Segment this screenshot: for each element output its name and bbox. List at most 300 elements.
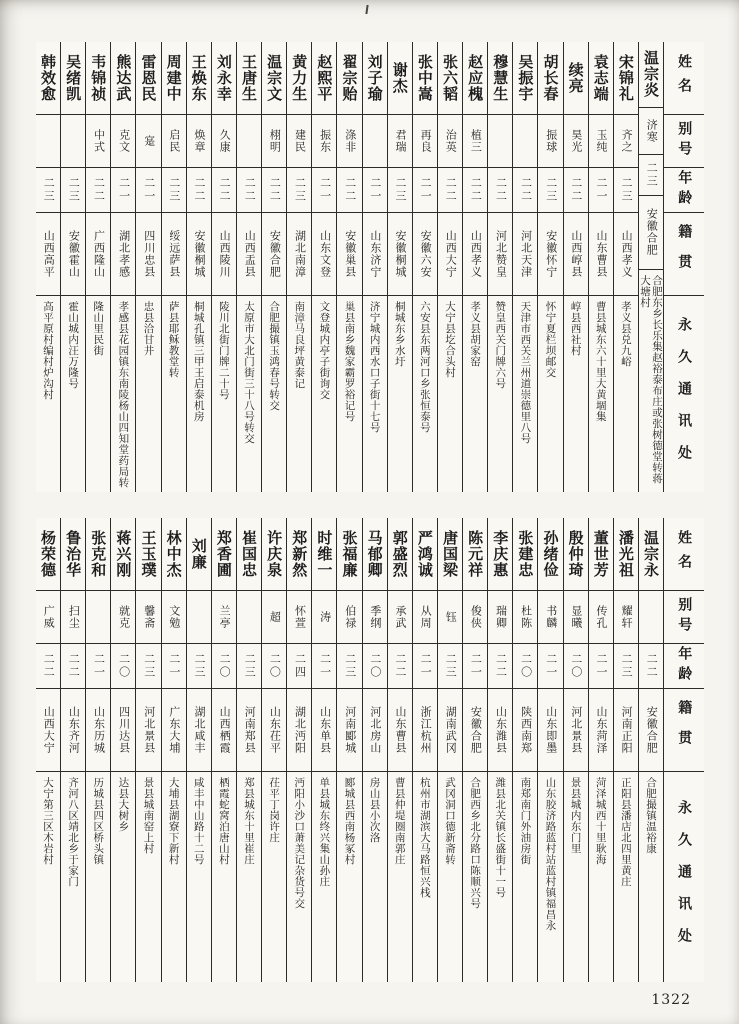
person-native-place: 山东即墨 [544,706,558,754]
person-native-place: 山东文登 [318,230,332,278]
person-alias-cell [136,115,160,168]
header-alias-cell [664,115,704,168]
person-age: 二一 [419,653,433,679]
person-age-cell [538,644,562,689]
person-name: 王焕东 [189,54,208,102]
person-column [236,42,261,492]
person-name: 温宗永 [641,530,660,578]
person-alias: 伯禄 [343,605,357,629]
person-age-cell [287,644,311,689]
person-name-cell [363,518,387,591]
person-alias-cell [312,115,336,168]
person-age-cell [538,168,562,213]
person-name-cell [337,518,361,591]
person-alias: 馨斋 [142,605,156,629]
person-name: 吴绪凯 [64,54,83,102]
person-native-place-cell [614,213,638,296]
person-name-cell [111,518,135,591]
person-alias-cell [614,115,638,168]
person-age-cell [61,168,85,213]
person-alias-cell [36,591,60,644]
person-address: 曹县仲堤圈南郭庄 [393,777,406,865]
person-alias: 杜陈 [519,605,533,629]
person-name: 陈元祥 [466,530,485,578]
person-column [261,42,286,492]
person-address: 历城县四区桥头镇 [92,777,105,865]
person-column [336,42,361,492]
person-column [387,518,412,982]
person-age-cell [488,168,512,213]
header-name-cell [664,42,704,115]
person-column [311,42,336,492]
person-address-cell [413,296,437,492]
person-native-place-cell [488,213,512,296]
person-name-cell [513,42,537,115]
person-address-cell [589,296,613,492]
person-age-cell [162,644,186,689]
person-name-cell [337,42,361,115]
person-native-place: 山西陵川 [218,230,232,278]
person-column [487,42,512,492]
person-name-cell [463,518,487,591]
person-address-cell [162,296,186,492]
person-address: 房山县小次洛 [368,777,381,843]
person-name: 张建忠 [516,530,535,578]
person-age: 二三 [343,653,357,679]
person-age-cell [86,644,110,689]
person-age: 二〇 [268,653,282,679]
person-address: 景县城内东门里 [569,777,582,854]
person-address: 孝义县兑九峪 [619,301,632,367]
person-alias: 就克 [117,605,131,629]
person-native-place: 河北景县 [569,706,583,754]
person-name-cell [86,42,110,115]
person-age-cell [187,168,211,213]
person-name-cell [538,42,562,115]
person-alias-cell [538,591,562,644]
person-age-cell [513,644,537,689]
person-alias-cell [488,115,512,168]
person-name-cell [237,518,261,591]
person-name-cell [187,518,211,591]
person-alias-cell [388,115,412,168]
person-age-cell [136,644,160,689]
person-address: 赞皇西关门牌六号 [494,301,507,389]
person-alias-cell [363,591,387,644]
person-address: 栖霞蛇窝泊唐山村 [217,777,230,865]
person-native-place: 安徽六安 [419,230,433,278]
person-native-place: 山东齐河 [67,706,81,754]
person-age-cell [413,168,437,213]
person-native-place-cell [388,213,412,296]
person-address: 霍山城内汪万隆号 [67,301,80,389]
person-age-cell [614,644,638,689]
person-native-place: 安徽合肥 [469,706,483,754]
person-address-cell [237,296,261,492]
person-name: 胡长春 [541,54,560,102]
person-age-cell [237,644,261,689]
person-address: 合肥撮镇玉鸿春号转交 [268,301,281,411]
person-age-cell [363,644,387,689]
person-name-cell [589,518,613,591]
person-name: 穆慧生 [491,54,510,102]
person-column [110,518,135,982]
header-name-label: 姓名 [676,54,692,102]
person-native-place-cell [136,689,160,772]
person-age-cell [237,168,261,213]
person-address-cell [488,296,512,492]
person-age: 二二 [192,177,206,203]
person-native-place: 湖北南漳 [293,230,307,278]
person-age: 二二 [444,177,458,203]
header-address-cell [664,296,704,492]
person-alias: 中式 [92,129,106,153]
person-alias-cell [111,115,135,168]
header-alias-label: 别号 [676,121,693,161]
person-age: 二一 [469,653,483,679]
person-name: 杨荣德 [38,530,57,578]
person-name-cell [488,518,512,591]
person-alias-cell [513,591,537,644]
person-address-cell [36,296,60,492]
person-age-cell [312,168,336,213]
person-address: 高平原村编村炉沟村 [41,301,54,400]
person-age: 二一 [594,653,608,679]
person-column [186,42,211,492]
person-native-place-cell [61,689,85,772]
person-native-place: 山东济宁 [368,230,382,278]
person-age: 二〇 [519,653,533,679]
person-native-place-cell [187,689,211,772]
person-name-cell [538,518,562,591]
person-age-cell [262,644,286,689]
header-age-cell [664,644,704,689]
person-alias: 齐之 [620,129,634,153]
person-name-cell [614,518,638,591]
person-native-place: 山西崞县 [569,230,583,278]
person-native-place-cell [162,213,186,296]
person-name-cell [488,42,512,115]
person-native-place: 山东曹县 [393,706,407,754]
person-age-cell [212,168,236,213]
person-address-cell [438,772,462,982]
person-native-place-cell [513,213,537,296]
person-native-place-cell [287,689,311,772]
person-column [537,42,562,492]
person-name-cell [212,518,236,591]
person-native-place-cell [388,689,412,772]
person-address-cell [639,772,663,982]
person-alias-cell [337,591,361,644]
header-address-label: 永久通讯处 [676,316,692,477]
person-name: 张克和 [89,530,108,578]
person-age-cell [614,168,638,213]
person-age: 二一 [318,177,332,203]
person-native-place-cell [438,213,462,296]
header-column [663,518,704,982]
person-alias-cell [513,115,537,168]
person-age: 二三 [293,177,307,203]
person-address: 潍县北关镇长盛街十一号 [494,777,507,898]
person-name: 谢杰 [390,62,409,94]
person-alias-cell [262,591,286,644]
person-column [487,518,512,982]
person-age: 二三 [393,177,407,203]
person-alias-cell [187,591,211,644]
header-column [663,42,704,492]
person-age-cell [413,644,437,689]
person-column [563,42,588,492]
person-column [512,518,537,982]
person-name: 马郁卿 [365,530,384,578]
person-age-cell [438,168,462,213]
person-address-cell [337,296,361,492]
person-address: 巢县南乡魏家霸罗裕记号 [343,301,356,422]
person-age-cell [36,644,60,689]
person-native-place-cell [589,689,613,772]
person-age: 二一 [544,653,558,679]
person-address: 沔阳小沙口萧美记杂货号交 [293,777,306,909]
person-name-cell [237,42,261,115]
person-alias-cell [237,115,261,168]
person-alias: 传孔 [594,605,608,629]
person-alias: 广威 [42,605,56,629]
person-native-place-cell [86,213,110,296]
person-address-cell [237,772,261,982]
person-alias: 再良 [419,129,433,153]
person-address: 合肥西乡北分路口陈顺兴号 [469,777,482,909]
person-column [462,518,487,982]
person-alias: 克文 [117,129,131,153]
person-alias-cell [86,115,110,168]
person-address: 大宁第三区木岩村 [41,777,54,865]
person-native-place-cell [438,689,462,772]
person-age-cell [262,168,286,213]
person-alias-cell [639,108,663,156]
person-age: 二一 [92,653,106,679]
person-alias-cell [463,591,487,644]
person-name: 林中杰 [164,530,183,578]
person-native-place: 山东茌平 [268,706,282,754]
person-address-cell [413,772,437,982]
person-name: 王玉璞 [139,530,158,578]
header-name-label: 姓名 [676,530,692,578]
person-alias-cell [162,115,186,168]
person-native-place: 绥远萨县 [167,230,181,278]
person-name: 袁志端 [591,54,610,102]
person-alias: 治英 [444,129,458,153]
person-column [135,42,160,492]
person-name: 刘子瑜 [365,54,384,102]
person-address-cell [262,772,286,982]
person-age-cell [589,644,613,689]
person-address-cell [162,772,186,982]
person-name: 韩效愈 [38,54,57,102]
person-native-place-cell [86,689,110,772]
person-native-place: 安徽桐城 [192,230,206,278]
person-column [512,42,537,492]
person-address: 太原市大北门街三十八号转交 [242,301,255,444]
person-name-cell [438,518,462,591]
person-alias: 承武 [393,605,407,629]
person-native-place: 安徽桐城 [393,230,407,278]
person-alias-cell [287,115,311,168]
person-name-cell [162,42,186,115]
person-age-cell [564,168,588,213]
person-native-place-cell [262,213,286,296]
person-column [135,518,160,982]
person-native-place-cell [538,689,562,772]
person-native-place: 河北赞皇 [494,230,508,278]
person-address-cell [212,296,236,492]
person-address-cell [388,772,412,982]
person-alias: 季纲 [368,605,382,629]
person-name-cell [136,42,160,115]
person-native-place: 安徽巢县 [343,230,357,278]
person-native-place-cell [312,689,336,772]
person-address: 文登城内亭子街询交 [318,301,331,400]
person-age: 二一 [318,653,332,679]
person-native-place-cell [111,213,135,296]
person-age-cell [162,168,186,213]
person-native-place: 山西栖霞 [218,706,232,754]
person-age: 二二 [218,177,232,203]
person-name: 时维一 [315,530,334,578]
person-name-cell [614,42,638,115]
person-alias: 钰 [444,611,458,623]
person-native-place: 山西大宁 [444,230,458,278]
person-alias: 君瑞 [393,129,407,153]
person-age-cell [61,644,85,689]
person-native-place-cell [538,213,562,296]
person-name-cell [312,42,336,115]
person-native-place-cell [513,689,537,772]
person-name: 刘廉 [189,538,208,570]
person-native-place: 安徽怀宁 [544,230,558,278]
person-column [412,42,437,492]
registry-table-top [36,42,704,492]
person-column [161,518,186,982]
person-age: 二一 [419,177,433,203]
person-age: 二三 [42,177,56,203]
person-column [161,42,186,492]
person-age: 二二 [494,177,508,203]
person-age: 二二 [393,653,407,679]
header-age-label: 年龄 [676,646,693,686]
person-alias-cell [86,591,110,644]
person-age: 二三 [67,177,81,203]
person-alias: 久康 [218,129,232,153]
person-name: 张六韬 [440,54,459,102]
person-alias-cell [61,591,85,644]
person-alias: 耀轩 [620,605,634,629]
person-address-cell [111,772,135,982]
person-name: 黄力生 [290,54,309,102]
person-age: 二三 [243,653,257,679]
person-alias: 寔 [142,135,156,147]
person-native-place-cell [564,689,588,772]
person-address: 单县城东终兴集山孙庄 [318,777,331,887]
person-alias: 涤非 [343,129,357,153]
person-native-place-cell [564,213,588,296]
person-name-cell [388,42,412,115]
person-address-cell [488,772,512,982]
person-alias: 建民 [293,129,307,153]
header-name-cell [664,518,704,591]
person-native-place: 湖北沔阳 [293,706,307,754]
person-age-cell [136,168,160,213]
person-name: 温宗炎 [641,50,660,99]
person-age-cell [337,644,361,689]
person-age: 二二 [494,653,508,679]
person-native-place: 山东单县 [318,706,332,754]
person-address: 菏泽城西十里耿海 [594,777,607,865]
person-address: 桐城孔镇三甲王启泰机房 [192,301,205,422]
registry-table-bottom [36,518,704,982]
person-name-cell [639,518,663,591]
person-age-cell [86,168,110,213]
person-age-cell [463,644,487,689]
person-native-place: 安徽霍山 [67,230,81,278]
person-column [85,42,110,492]
person-age-cell [312,644,336,689]
person-native-place-cell [463,213,487,296]
person-native-place: 河北房山 [368,706,382,754]
person-name-cell [287,42,311,115]
person-age: 二二 [569,177,583,203]
person-address-cell [363,296,387,492]
person-alias: 俊侠 [469,605,483,629]
person-address: 隆山里民街 [92,301,105,356]
person-alias-cell [564,591,588,644]
person-address: 萨县耶稣教堂转 [167,301,180,378]
person-name: 刘永幸 [214,54,233,102]
person-alias-cell [538,115,562,168]
person-column [387,42,412,492]
person-age: 二二 [519,177,533,203]
person-column [437,42,462,492]
person-native-place: 山东曹县 [594,230,608,278]
person-address: 崞县西社村 [569,301,582,356]
person-alias: 玉纯 [594,129,608,153]
person-native-place-cell [413,689,437,772]
person-column [613,42,638,492]
person-alias: 从周 [419,605,433,629]
person-address-cell [639,270,663,492]
person-name-cell [136,518,160,591]
person-alias-cell [36,115,60,168]
person-native-place-cell [463,689,487,772]
person-name-cell [388,518,412,591]
person-name: 殷仲琦 [566,530,585,578]
person-address-cell [86,772,110,982]
person-name-cell [413,518,437,591]
person-native-place: 湖北咸丰 [192,706,206,754]
person-address: 郾城县西南杨冢村 [343,777,356,865]
person-native-place-cell [262,689,286,772]
person-age-cell [363,168,387,213]
person-address-cell [287,296,311,492]
person-name-cell [312,518,336,591]
person-alias: 显曦 [569,605,583,629]
person-native-place: 湖北孝感 [117,230,131,278]
header-age-cell [664,168,704,213]
person-name: 鲁治华 [64,530,83,578]
person-native-place: 安徽合肥 [645,706,659,754]
person-name: 雷恩民 [139,54,158,102]
person-name: 张中嵩 [415,54,434,102]
person-alias-cell [287,591,311,644]
